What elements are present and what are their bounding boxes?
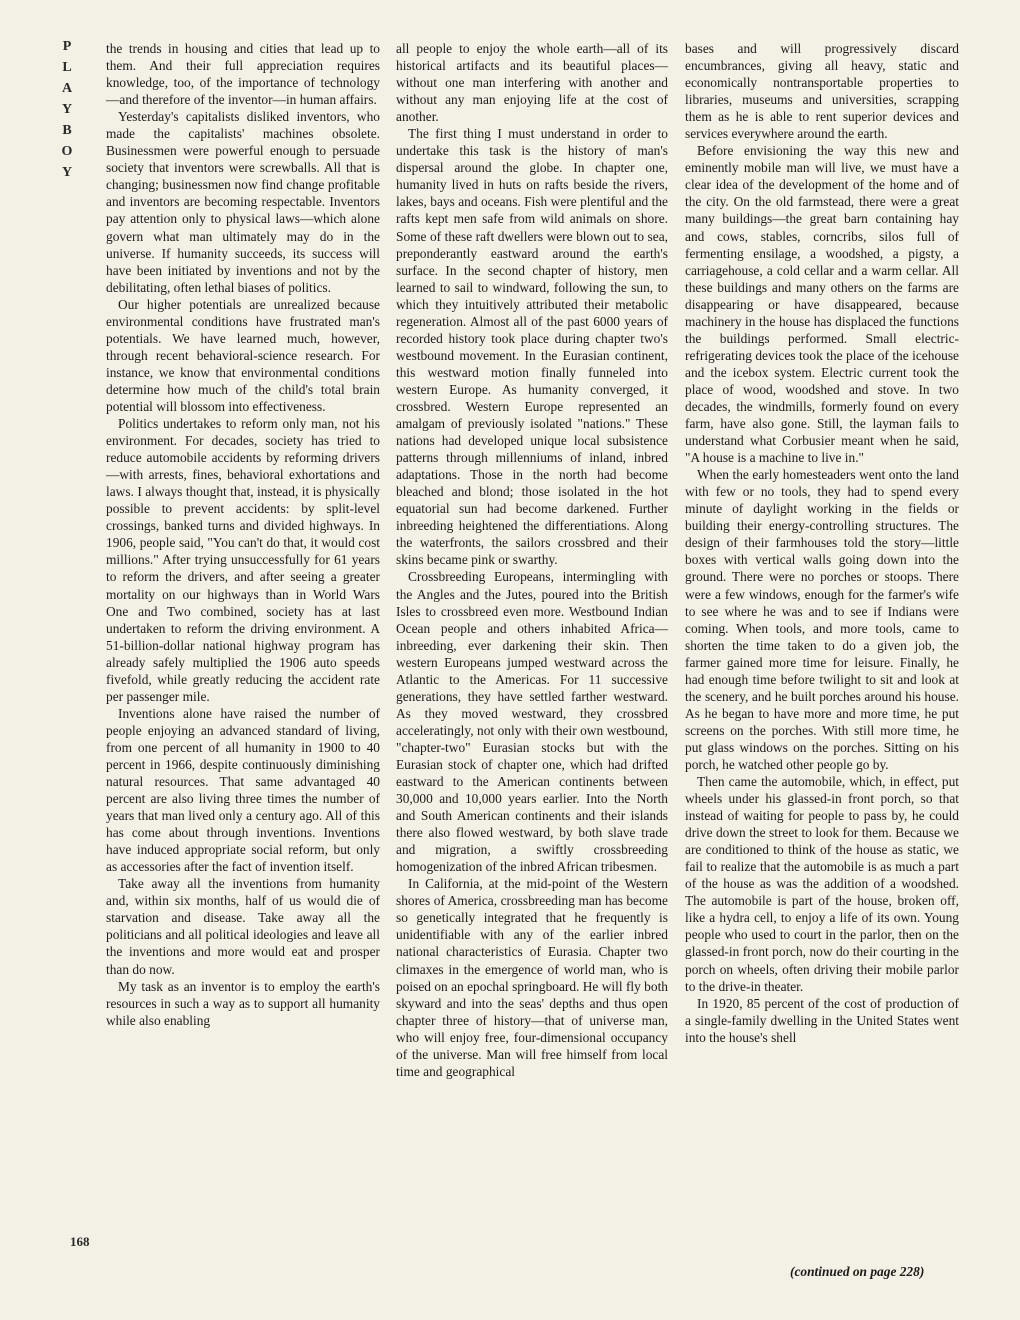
masthead-letter: B [62, 123, 72, 138]
masthead-letter: L [62, 60, 72, 75]
text-column-2 [396, 40, 668, 1080]
text-column-3 [685, 40, 959, 1046]
paragraph: In California, at the mid-point of the Western shores of America, crossbreeding man has become so genetically integrated that he frequently is unidentifiable with any of the earlier inbred national characteristics of Eurasia. Chapter two climaxes in the emergence of world man, who is poised on an epochal springboard. He will fly both skyward and into the seas' depths and thus open chapter three of history—that of universe man, who will enjoy free, four-dimensional occupancy of the universe. Man will free himself from local time and geographical [396, 876, 668, 1079]
paragraph: Take away all the inventions from humanity and, within six months, half of us would die of starvation and disease. Take away all the politicians and all political ideologies and leave all the inventions and more would eat and prosper than do now. [106, 876, 380, 977]
page-number: 168 [70, 1234, 90, 1249]
paragraph: the trends in housing and cities that lead up to them. And their full appreciation requires knowledge, too, of the importance of technology—and therefore of the inventor—in human affairs. [106, 41, 380, 108]
masthead-letter: Y [61, 165, 73, 180]
paragraph: Inventions alone have raised the number of people enjoying an advanced standard of living, from one percent of all humanity in 1900 to 40 percent in 1966, despite continuously diminishing natural resources. That same advantaged 40 percent are also living three times the number of years that man lived only a century ago. All of this has come about through inventions. Inventions have induced appropriate social reform, but only as accessories after the fact of invention itself. [106, 705, 380, 875]
paragraph: When the early homesteaders went onto the land with few or no tools, they had to spend every minute of daylight working in the fields or building their energy-controlling structures. The design of their farmhouses told the story—little boxes with vertical walls going down into the ground. There were no porches or stoops. There were a few windows, enough for the farmer's wife to see where he was and to see if Indians were coming. When tools, and more tools, came to shorten the time taken to do a given job, the farmer gained more time for leisure. Finally, he had enough time before twilight to sit and look at the scenery, and he built porches around his house. As he began to have more and more time, he put screens on the porches. With still more time, he put glass windows on the porches. Sitting on his porch, he watched other people go by. [685, 467, 959, 772]
paragraph: Yesterday's capitalists disliked inventors, who made the capitalists' machines obsolete. Businessmen were powerful enough to persuade society that inventors were screwballs. All that is changing; businessmen now find change profitable and inventors are becoming respectable. Inventors pay attention only to physical laws—which alone govern what man ultimately may do in the universe. If humanity succeeds, its success will have been initiated by inventions and not by the debilitating, often lethal biases of politics. [106, 109, 380, 295]
paragraph: Politics undertakes to reform only man, not his environment. For decades, society has tried to reduce automobile accidents by reforming drivers—with arrests, fines, behavioral exhortations and laws. I always thought that, instead, it is physically possible to prevent accidents: by split-level crossings, banked turns and divided highways. In 1906, people said, "You can't do that, it would cost millions." After trying unsuccessfully for 61 years to reform the drivers, and after seeing a greater mortality on our highways than in World Wars One and Two combined, society has at last undertaken to reform the driving environment. A 51-billion-dollar national highway program has already safely multiplied the 1906 auto speeds fivefold, while greatly reducing the accident rate per passenger mile. [106, 416, 380, 704]
paragraph: Our higher potentials are unrealized because environmental conditions have frustrated man's potentials. We have learned much, however, through recent behavioral-science research. For instance, we know that environmental conditions determine how much of the child's total brain potential will blossom into effectiveness. [106, 296, 380, 414]
paragraph: In 1920, 85 percent of the cost of production of a single-family dwelling in the United States went into the house's shell [685, 995, 959, 1045]
masthead-letter: A [61, 81, 73, 96]
masthead-vertical [56, 36, 78, 183]
text-column-1 [106, 40, 380, 1029]
paragraph: bases and will progressively discard encumbrances, giving all heavy, static and economically nontransportable properties to libraries, museums and universities, scrapping them as he is able to rent superior devices and services everywhere around the earth. [685, 41, 959, 142]
paragraph: My task as an inventor is to employ the earth's resources in such a way as to support all humanity while also enabling [106, 978, 380, 1028]
paragraph: Before envisioning the way this new and eminently mobile man will live, we must have a clear idea of the development of the home and of the city. On the old farmstead, there were a great many buildings—the great barn containing hay and cows, stables, corncribs, silos full of fermenting ensilage, a woodshed, a pigsty, a carriagehouse, a cold cellar and a warm cellar. All these buildings and many others on the farms are disappearing or have disappeared, because machinery in the house has displaced the functions the buildings performed. Small electric-refrigerating devices took the place of the icehouse and the icebox system. Electric current took the place of wood, woodshed and stove. In two decades, the windmills, formerly found on every farm, have also gone. Still, the layman fails to understand what Corbusier meant when he said, "A house is a machine to live in." [685, 143, 959, 466]
masthead-letter: O [61, 144, 73, 159]
paragraph: Crossbreeding Europeans, intermingling with the Angles and the Jutes, poured into the British Isles to crossbreed even more. Westbound Indian Ocean people and others inhabited Africa—inbreeding, ever darkening their skin. Then western Europeans jumped westward across the Atlantic to the Americas. For 11 successive generations, they have settled farther westward. As they moved westward, they crossbred acceleratingly, not only with their own westbound, "chapter-two" Eurasian stocks but with the Eurasian stock of chapter one, which had drifted eastward to the American continents between 30,000 and 10,000 years earlier. Into the North and South American continents and their islands there also flowed westward, by both slave trade and migration, a swiftly crossbreeding homogenization of the inbred African tribesmen. [396, 569, 668, 875]
paragraph: The first thing I must understand in order to undertake this task is the history of man's dispersal around the globe. In chapter one, humanity lived in huts on rafts beside the rivers, lakes, bays and oceans. Fish were plentiful and the rafts kept men safe from wild animals on shore. Some of these raft dwellers were blown out to sea, preponderantly eastward around the earth's surface. In the second chapter of history, men learned to sail to windward, following the sun, to which they intuitively attributed their metabolic regeneration. Almost all of the past 6000 years of recorded history took place during chapter two's westbound movement. In the Eurasian continent, this westward motion finally funneled into western Europe. As humanity converged, it crossbred. Western Europe represented an amalgam of previously isolated "nations." These nations had developed unique local subsistence patterns through millenniums of inland, inbred adaptations. Those in the north had become bleached and blond; those isolated in the hot equatorial sun had become darkened. Further inbreeding heightened the differentiations. Along the waterfronts, the sailors crossbred and their skins became pink or swarthy. [396, 126, 668, 568]
masthead-letter: Y [61, 102, 73, 117]
continued-line: (continued on page 228) [790, 1264, 925, 1279]
paragraph: Then came the automobile, which, in effect, put wheels under his glassed-in front porch, so that instead of waiting for people to pass by, he could drive down the street to look for them. Because we are conditioned to think of the house as static, we fail to realize that the automobile is as much a part of the house as was the addition of a woodshed. The automobile is part of the house, broken off, like a hydra cell, to enjoy a life of its own. Young people who used to court in the parlor, then on the glassed-in front porch, now do their courting in the porch on wheels, often driving their mobile parlor to the drive-in theater. [685, 774, 959, 994]
paragraph: all people to enjoy the whole earth—all of its historical artifacts and its beautiful places—without one man interfering with another and without any man enjoying life at the cost of another. [396, 41, 668, 125]
masthead-letter: P [62, 39, 72, 54]
